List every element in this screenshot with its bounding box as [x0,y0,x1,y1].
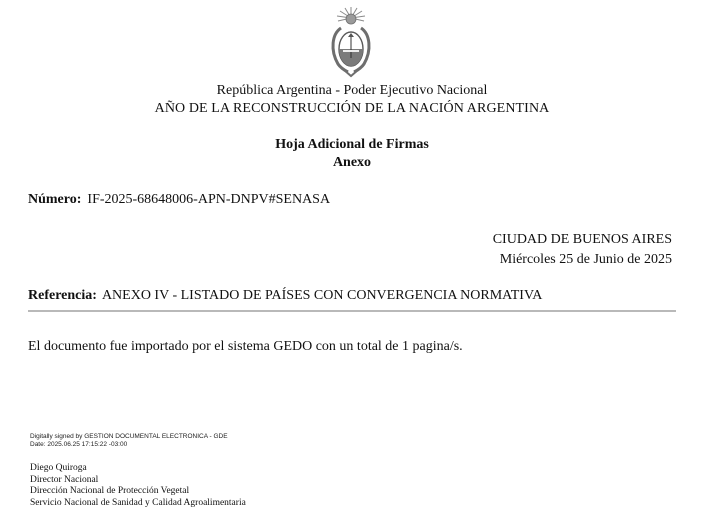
signer-block [30,463,246,509]
document-number [28,192,330,208]
reference-value: ANEXO IV - LISTADO DE PAÍSES CON CONVERGENCIA NORMATIVA [101,288,543,303]
coat-of-arms-icon [324,6,378,80]
header-year-motto: AÑO DE LA RECONSTRUCCIÓN DE LA NACIÓN ARGENTINA [154,101,550,116]
header-country-line: República Argentina - Poder Ejecutivo Nacional [216,83,488,98]
document-subtitle: Anexo [332,155,372,170]
signer-role: Director Nacional [30,474,99,485]
document-number-label: Número: [28,192,82,207]
digital-signature-stamp [30,433,228,448]
digital-signature-date: Date: 2025.06.25 17:15:22 -03:00 [30,440,128,448]
divider [28,310,676,312]
date: Miércoles 25 de Junio de 2025 [499,252,672,267]
body-text: El documento fue importado por el sistema GEDO con un total de 1 pagina/s. [28,339,463,354]
document-number-value: IF-2025-68648006-APN-DNPV#SENASA [87,192,331,207]
digital-signature-line: Digitally signed by GESTION DOCUMENTAL ELECTRONICA - GDE [30,433,228,440]
document-title: Hoja Adicional de Firmas [275,137,429,152]
signer-agency: Servicio Nacional de Sanidad y Calidad Agroalimentaria [30,497,246,508]
reference-label: Referencia: [28,288,97,303]
signer-office: Dirección Nacional de Protección Vegetal [30,486,190,497]
place: CIUDAD DE BUENOS AIRES [492,232,672,247]
reference [28,288,542,304]
signer-name: Diego Quiroga [30,463,87,473]
